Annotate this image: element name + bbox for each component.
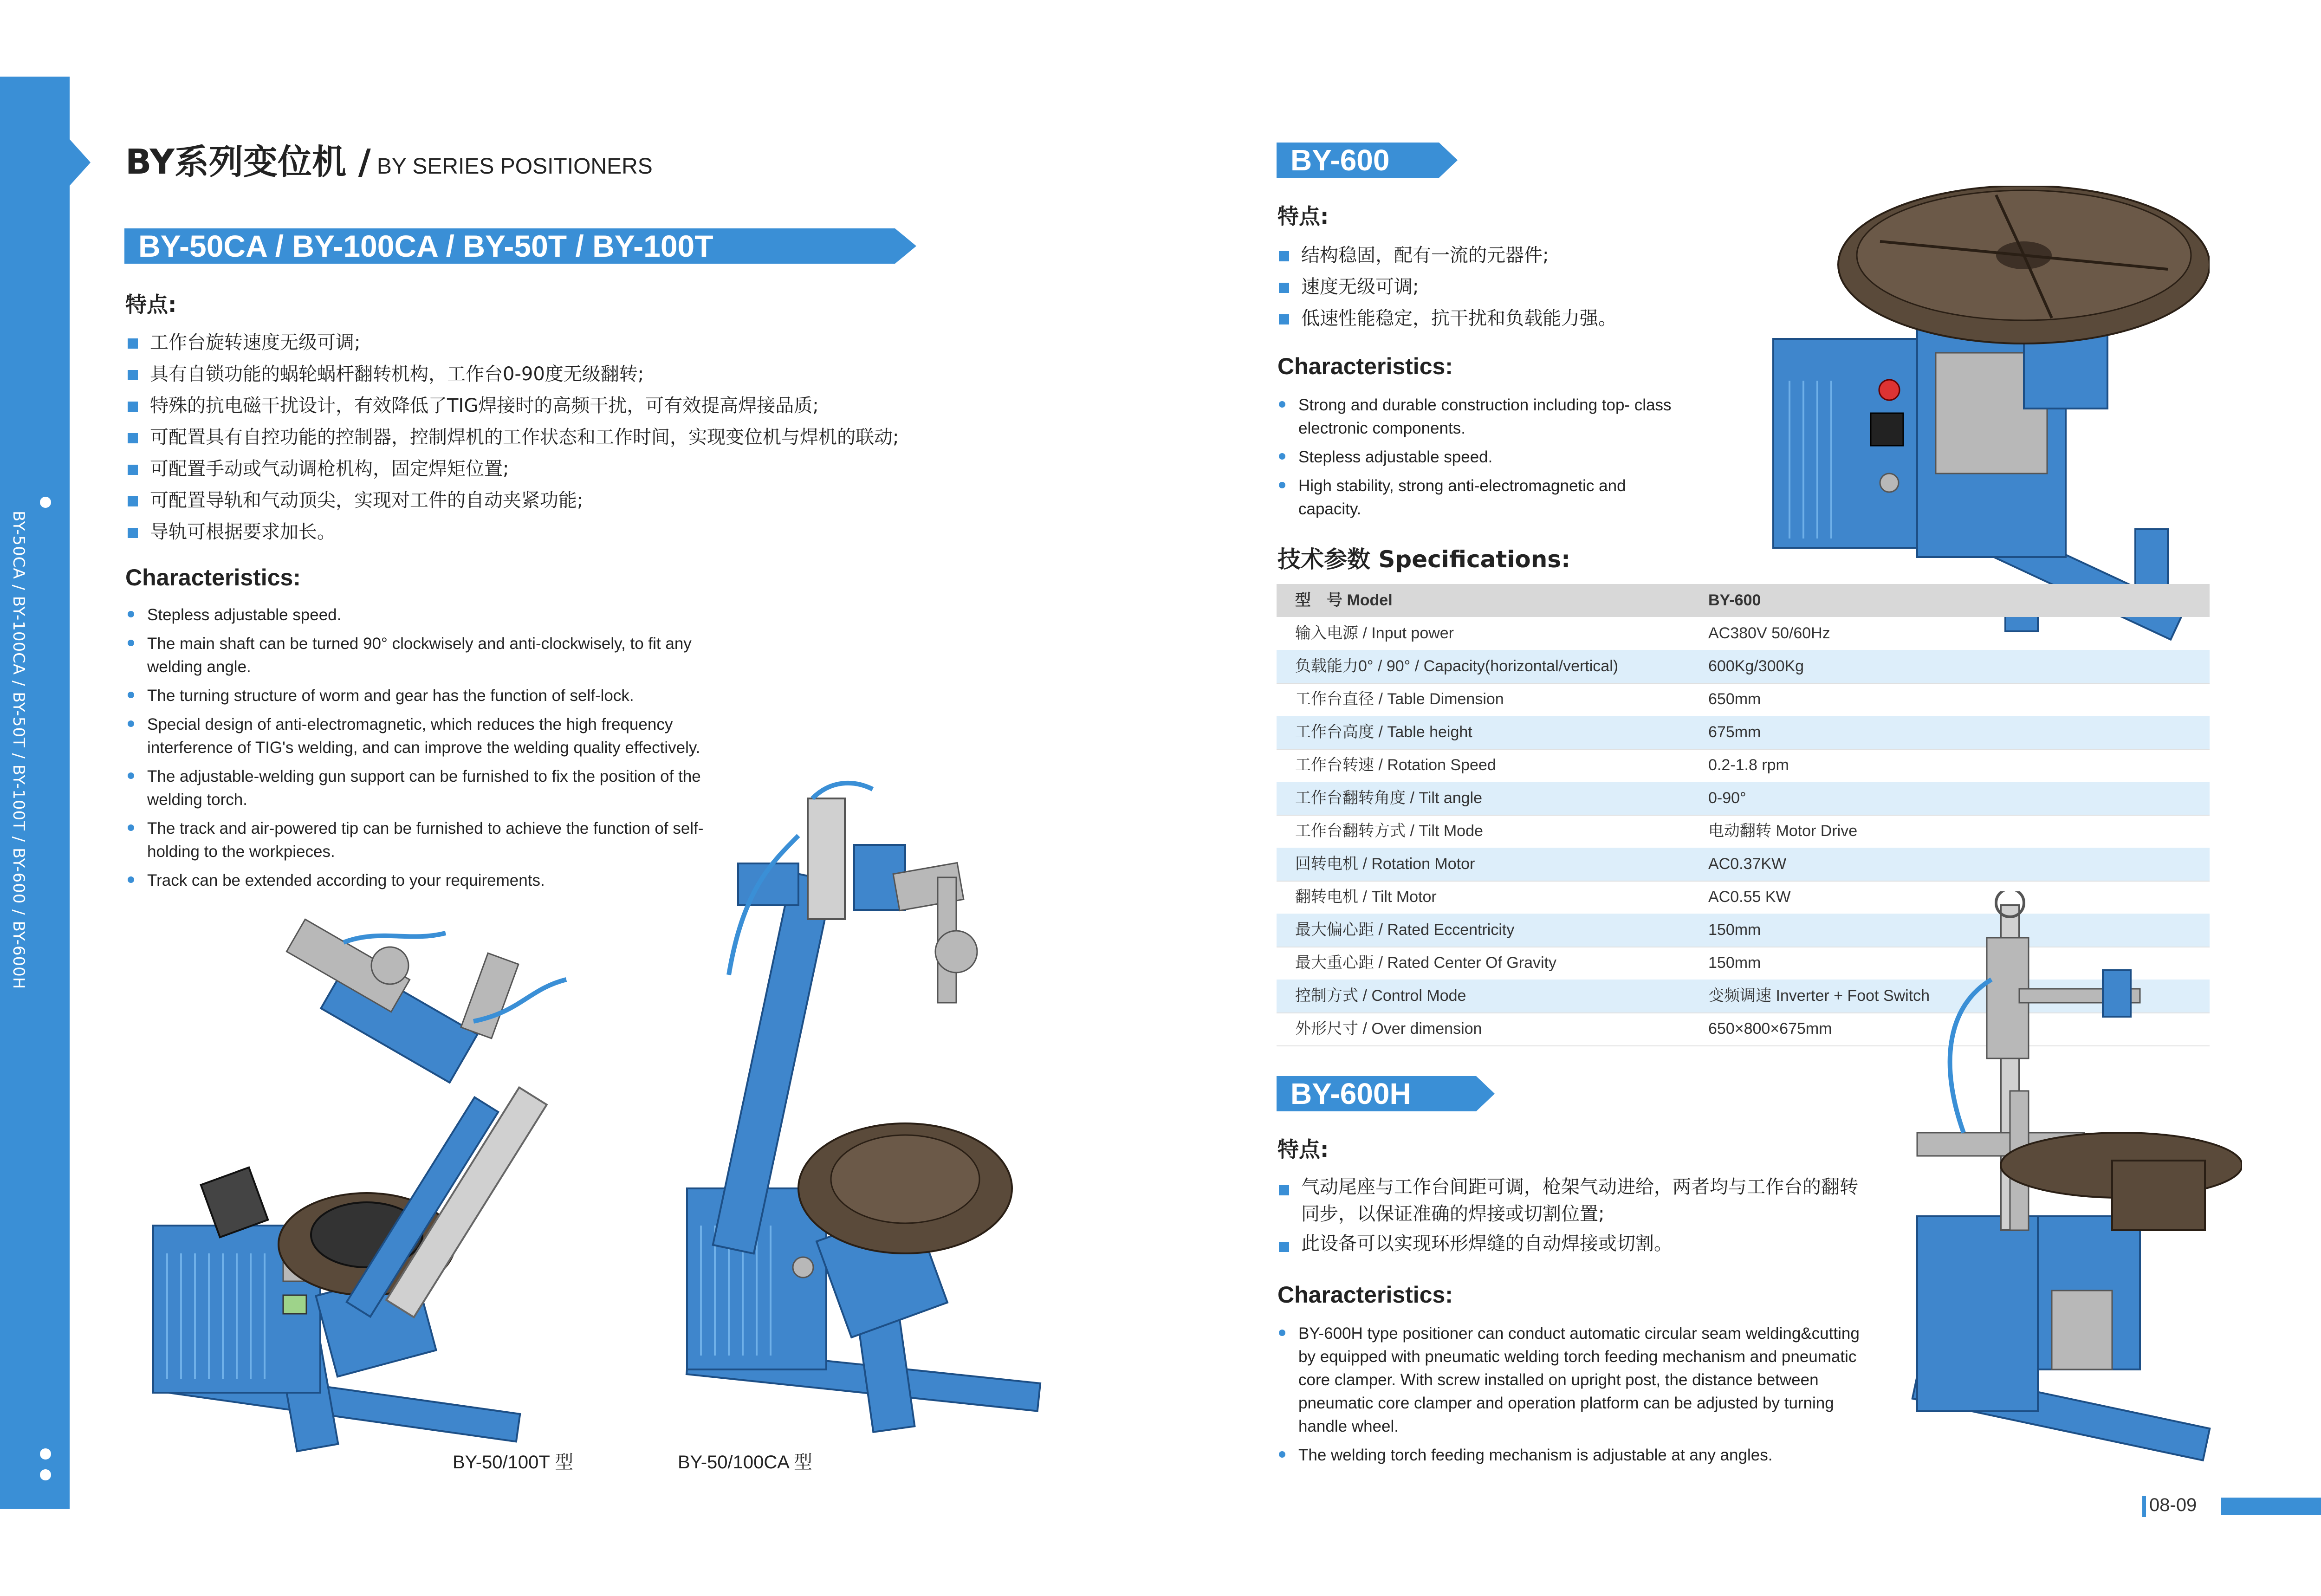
list-item bbox=[128, 390, 899, 422]
spec-header-row bbox=[1277, 584, 2210, 617]
square-bullet-icon bbox=[1279, 314, 1289, 324]
list-item-line: by equipped with pneumatic welding torch feeding mechanism and pneumatic bbox=[1298, 1348, 1857, 1366]
spec-value: 650mm bbox=[1708, 690, 1761, 708]
characteristics-heading: Characteristics: bbox=[125, 564, 301, 590]
dot-bullet-icon bbox=[1279, 453, 1285, 460]
list-item-line: interference of TIG's welding, and can improve the welding quality effectively. bbox=[147, 739, 700, 757]
list-item-line: capacity. bbox=[1298, 500, 1361, 518]
by600-features-heading: 特点: bbox=[1277, 204, 1329, 229]
list-item-line: The welding torch feeding mechanism is adjustable at any angles. bbox=[1298, 1446, 1773, 1464]
section-banner-by600: BY-600 bbox=[1277, 143, 1439, 178]
by600h-features-heading: 特点: bbox=[1277, 1137, 1329, 1162]
dot-bullet-icon bbox=[1279, 1330, 1285, 1336]
spec-header-value: BY-600 bbox=[1708, 591, 1761, 609]
dot-bullet-icon bbox=[128, 611, 134, 617]
page-number: 08-09 bbox=[2149, 1495, 2197, 1515]
list-item-line: The adjustable-welding gun support can be furnished to fix the position of the bbox=[147, 767, 701, 785]
list-item bbox=[1279, 271, 1617, 303]
spec-heading: 技术参数 Specifications: bbox=[1277, 546, 1571, 573]
list-item bbox=[128, 603, 805, 627]
list-item bbox=[1279, 474, 1743, 521]
page-title-cn: BY系列变位机 / bbox=[125, 142, 371, 182]
section-banner-by600h: BY-600H bbox=[1277, 1076, 1476, 1111]
list-item-line: welding angle. bbox=[147, 658, 251, 676]
list-item bbox=[128, 327, 899, 358]
spec-value: 150mm bbox=[1708, 921, 1761, 939]
spec-value: 0.2-1.8 rpm bbox=[1708, 756, 1789, 774]
list-item bbox=[128, 632, 805, 679]
square-bullet-icon bbox=[128, 402, 138, 412]
by600h-characteristics-list bbox=[1279, 1322, 1919, 1473]
list-item-line: Special design of anti-electromagnetic, which reduces the high frequency bbox=[147, 715, 673, 733]
list-item-text: 可配置具有自控功能的控制器，控制焊机的工作状态和工作时间，实现变位机与焊机的联动; bbox=[150, 427, 899, 448]
by600-characteristics-list bbox=[1279, 394, 1743, 526]
table-row bbox=[1277, 650, 2210, 684]
square-bullet-icon bbox=[128, 528, 138, 538]
list-item-line: The turning structure of worm and gear has the function of self-lock. bbox=[147, 687, 634, 705]
list-item-line: core clamper. With screw installed on upright post, the distance between bbox=[1298, 1371, 1819, 1389]
list-item-line: pneumatic core clamper and operation platform can be adjusted by turning bbox=[1298, 1394, 1834, 1412]
spec-label: 翻转电机 / Tilt Motor bbox=[1295, 888, 1437, 906]
by-600h-machine-image bbox=[1899, 891, 2242, 1486]
spec-value: 150mm bbox=[1708, 954, 1761, 972]
by600h-features-list bbox=[1279, 1174, 1929, 1265]
list-item-text bbox=[147, 603, 341, 627]
table-row bbox=[1277, 716, 2210, 750]
list-item-line: The track and air-powered tip can be furnished to achieve the function of self- bbox=[147, 819, 704, 837]
square-bullet-icon bbox=[128, 496, 138, 506]
list-item-line: electronic components. bbox=[1298, 419, 1465, 437]
dot-bullet-icon bbox=[128, 772, 134, 779]
list-item bbox=[1279, 1444, 1919, 1467]
by600-features-list bbox=[1279, 240, 1617, 334]
table-row bbox=[1277, 617, 2210, 651]
dot-bullet-icon bbox=[128, 876, 134, 883]
dot-bullet-icon bbox=[128, 692, 134, 698]
list-item-text bbox=[147, 817, 703, 863]
list-item-text: 结构稳固，配有一流的元器件; bbox=[1301, 245, 1549, 266]
features-heading: 特点: bbox=[125, 292, 177, 317]
square-bullet-icon bbox=[128, 370, 138, 380]
list-item-text: 具有自锁功能的蜗轮蜗杆翻转机构，工作台0-90度无级翻转; bbox=[150, 363, 644, 385]
list-item bbox=[1279, 1174, 1929, 1227]
table-row bbox=[1277, 848, 2210, 882]
list-item bbox=[1279, 446, 1743, 469]
list-item bbox=[128, 516, 899, 548]
spec-value: 675mm bbox=[1708, 723, 1761, 741]
list-item-text bbox=[1298, 474, 1626, 521]
list-item bbox=[128, 713, 805, 759]
spec-label: 工作台高度 / Table height bbox=[1295, 723, 1472, 741]
list-item-line: The main shaft can be turned 90° clockwisely and anti-clockwisely, to fit any bbox=[147, 635, 692, 653]
square-bullet-icon bbox=[1279, 251, 1289, 261]
table-row bbox=[1277, 683, 2210, 717]
list-item bbox=[1279, 303, 1617, 334]
caption-by-50ca: BY-50/100CA 型 bbox=[678, 1452, 812, 1473]
list-item bbox=[128, 358, 899, 390]
spec-value: AC0.55 KW bbox=[1708, 888, 1791, 906]
section-banner-tail bbox=[1476, 1076, 1495, 1111]
square-bullet-icon bbox=[128, 338, 138, 349]
list-item-line: holding to the workpieces. bbox=[147, 843, 335, 861]
by-600-machine-image bbox=[1764, 186, 2210, 641]
list-item-text bbox=[147, 684, 634, 707]
square-bullet-icon bbox=[1279, 1242, 1289, 1252]
list-item bbox=[128, 684, 805, 707]
dot-bullet-icon bbox=[1279, 482, 1285, 488]
footer-bar bbox=[2221, 1498, 2321, 1515]
table-row bbox=[1277, 749, 2210, 783]
spec-value: 变频调速 Inverter + Foot Switch bbox=[1708, 987, 1930, 1005]
spec-label: 输入电源 / Input power bbox=[1295, 624, 1454, 642]
list-item bbox=[128, 485, 899, 516]
spec-label: 工作台翻转角度 / Tilt angle bbox=[1295, 789, 1483, 807]
list-item-text: 速度无级可调; bbox=[1301, 276, 1419, 298]
by600-characteristics-heading: Characteristics: bbox=[1277, 353, 1453, 379]
spec-label: 控制方式 / Control Mode bbox=[1295, 987, 1466, 1005]
list-item-text: 低速性能稳定，抗干扰和负载能力强。 bbox=[1301, 308, 1617, 329]
list-item-line: handle wheel. bbox=[1298, 1417, 1399, 1435]
list-item-line: welding torch. bbox=[147, 791, 247, 809]
list-item bbox=[1279, 1230, 1929, 1262]
by600h-characteristics-heading: Characteristics: bbox=[1277, 1282, 1453, 1308]
list-item-line: Track can be extended according to your requirements. bbox=[147, 871, 545, 889]
list-item-line: 气动尾座与工作台间距可调，枪架气动进给，两者均与工作台的翻转 bbox=[1301, 1176, 1858, 1198]
list-item-line: 同步，以保证准确的焊接或切割位置; bbox=[1301, 1203, 1605, 1225]
side-bar-notch bbox=[70, 139, 91, 186]
side-dot bbox=[40, 1448, 51, 1460]
page-title bbox=[125, 135, 653, 184]
side-dot bbox=[40, 497, 51, 508]
square-bullet-icon bbox=[128, 433, 138, 443]
spec-label: 最大重心距 / Rated Center Of Gravity bbox=[1295, 954, 1557, 972]
dot-bullet-icon bbox=[128, 720, 134, 727]
by-50t-machine-image bbox=[149, 901, 687, 1476]
features-list bbox=[128, 327, 899, 548]
list-item-text: 可配置导轨和气动顶尖，实现对工件的自动夹紧功能; bbox=[150, 490, 583, 511]
section-banner-tail bbox=[895, 228, 916, 264]
list-item bbox=[1279, 240, 1617, 271]
table-row bbox=[1277, 782, 2210, 816]
spec-label: 负载能力0° / 90° / Capacity(horizontal/vertical) bbox=[1295, 657, 1619, 675]
list-item bbox=[1279, 1322, 1919, 1438]
list-item-text bbox=[147, 632, 692, 679]
list-item-text: 可配置手动或气动调枪机构，固定焊矩位置; bbox=[150, 458, 509, 480]
by-50ca-machine-image bbox=[678, 780, 1068, 1476]
page-title-en: BY SERIES POSITIONERS bbox=[376, 154, 653, 179]
list-item-text bbox=[1298, 1322, 1860, 1438]
table-row bbox=[1277, 815, 2210, 849]
square-bullet-icon bbox=[1279, 283, 1289, 293]
square-bullet-icon bbox=[1279, 1185, 1289, 1195]
square-bullet-icon bbox=[128, 465, 138, 475]
list-item-line: 此设备可以实现环形焊缝的自动焊接或切割。 bbox=[1301, 1233, 1673, 1254]
list-item-text bbox=[147, 713, 700, 759]
list-item-line: BY-600H type positioner can conduct automatic circular seam welding&cutting bbox=[1298, 1324, 1860, 1343]
list-item-text: 工作台旋转速度无级可调; bbox=[150, 332, 361, 353]
section-banner-tail bbox=[1439, 143, 1458, 178]
list-item-text: 导轨可根据要求加长。 bbox=[150, 521, 336, 543]
spec-value: 600Kg/300Kg bbox=[1708, 657, 1804, 675]
spec-label: 工作台翻转方式 / Tilt Mode bbox=[1295, 822, 1483, 840]
spec-header-model: 型 号 Model bbox=[1295, 591, 1393, 609]
list-item-text bbox=[1298, 1444, 1772, 1467]
dot-bullet-icon bbox=[128, 824, 134, 831]
spec-value: 电动翻转 Motor Drive bbox=[1708, 822, 1858, 840]
spec-label: 回转电机 / Rotation Motor bbox=[1295, 855, 1475, 873]
caption-by-50t: BY-50/100T 型 bbox=[453, 1452, 574, 1473]
list-item-text bbox=[1301, 1174, 1858, 1227]
list-item-text bbox=[147, 869, 545, 892]
spec-label: 工作台直径 / Table Dimension bbox=[1295, 690, 1504, 708]
spec-value: AC380V 50/60Hz bbox=[1708, 624, 1830, 642]
dot-bullet-icon bbox=[1279, 1451, 1285, 1458]
list-item-text bbox=[147, 765, 701, 811]
list-item bbox=[1279, 394, 1743, 440]
dot-bullet-icon bbox=[128, 640, 134, 646]
side-dot bbox=[40, 1469, 51, 1480]
list-item-line: Strong and durable construction including top- class bbox=[1298, 396, 1672, 414]
list-item-text bbox=[1301, 1230, 1673, 1257]
page-number-marker bbox=[2142, 1496, 2146, 1517]
list-item bbox=[128, 422, 899, 453]
spec-value: AC0.37KW bbox=[1708, 855, 1787, 873]
section-banner-left: BY-50CA / BY-100CA / BY-50T / BY-100T bbox=[124, 228, 895, 264]
list-item-line: High stability, strong anti-electromagnetic and bbox=[1298, 477, 1626, 495]
spec-value: 0-90° bbox=[1708, 789, 1746, 807]
list-item-text bbox=[1298, 394, 1672, 440]
list-item-line: Stepless adjustable speed. bbox=[147, 606, 342, 624]
side-vertical-text: BY-50CA / BY-100CA / BY-50T / BY-100T / BY-600 / BY-600H bbox=[9, 511, 28, 990]
list-item bbox=[128, 453, 899, 485]
spec-label: 工作台转速 / Rotation Speed bbox=[1295, 756, 1496, 774]
dot-bullet-icon bbox=[1279, 401, 1285, 408]
spec-value: 650×800×675mm bbox=[1708, 1020, 1832, 1038]
list-item-line: Stepless adjustable speed. bbox=[1298, 448, 1493, 466]
list-item-text: 特殊的抗电磁干扰设计，有效降低了TIG焊接时的高频干扰，可有效提高焊接品质; bbox=[150, 395, 819, 416]
list-item-text bbox=[1298, 446, 1492, 469]
spec-label: 外形尺寸 / Over dimension bbox=[1295, 1020, 1482, 1038]
spec-label: 最大偏心距 / Rated Eccentricity bbox=[1295, 921, 1515, 939]
